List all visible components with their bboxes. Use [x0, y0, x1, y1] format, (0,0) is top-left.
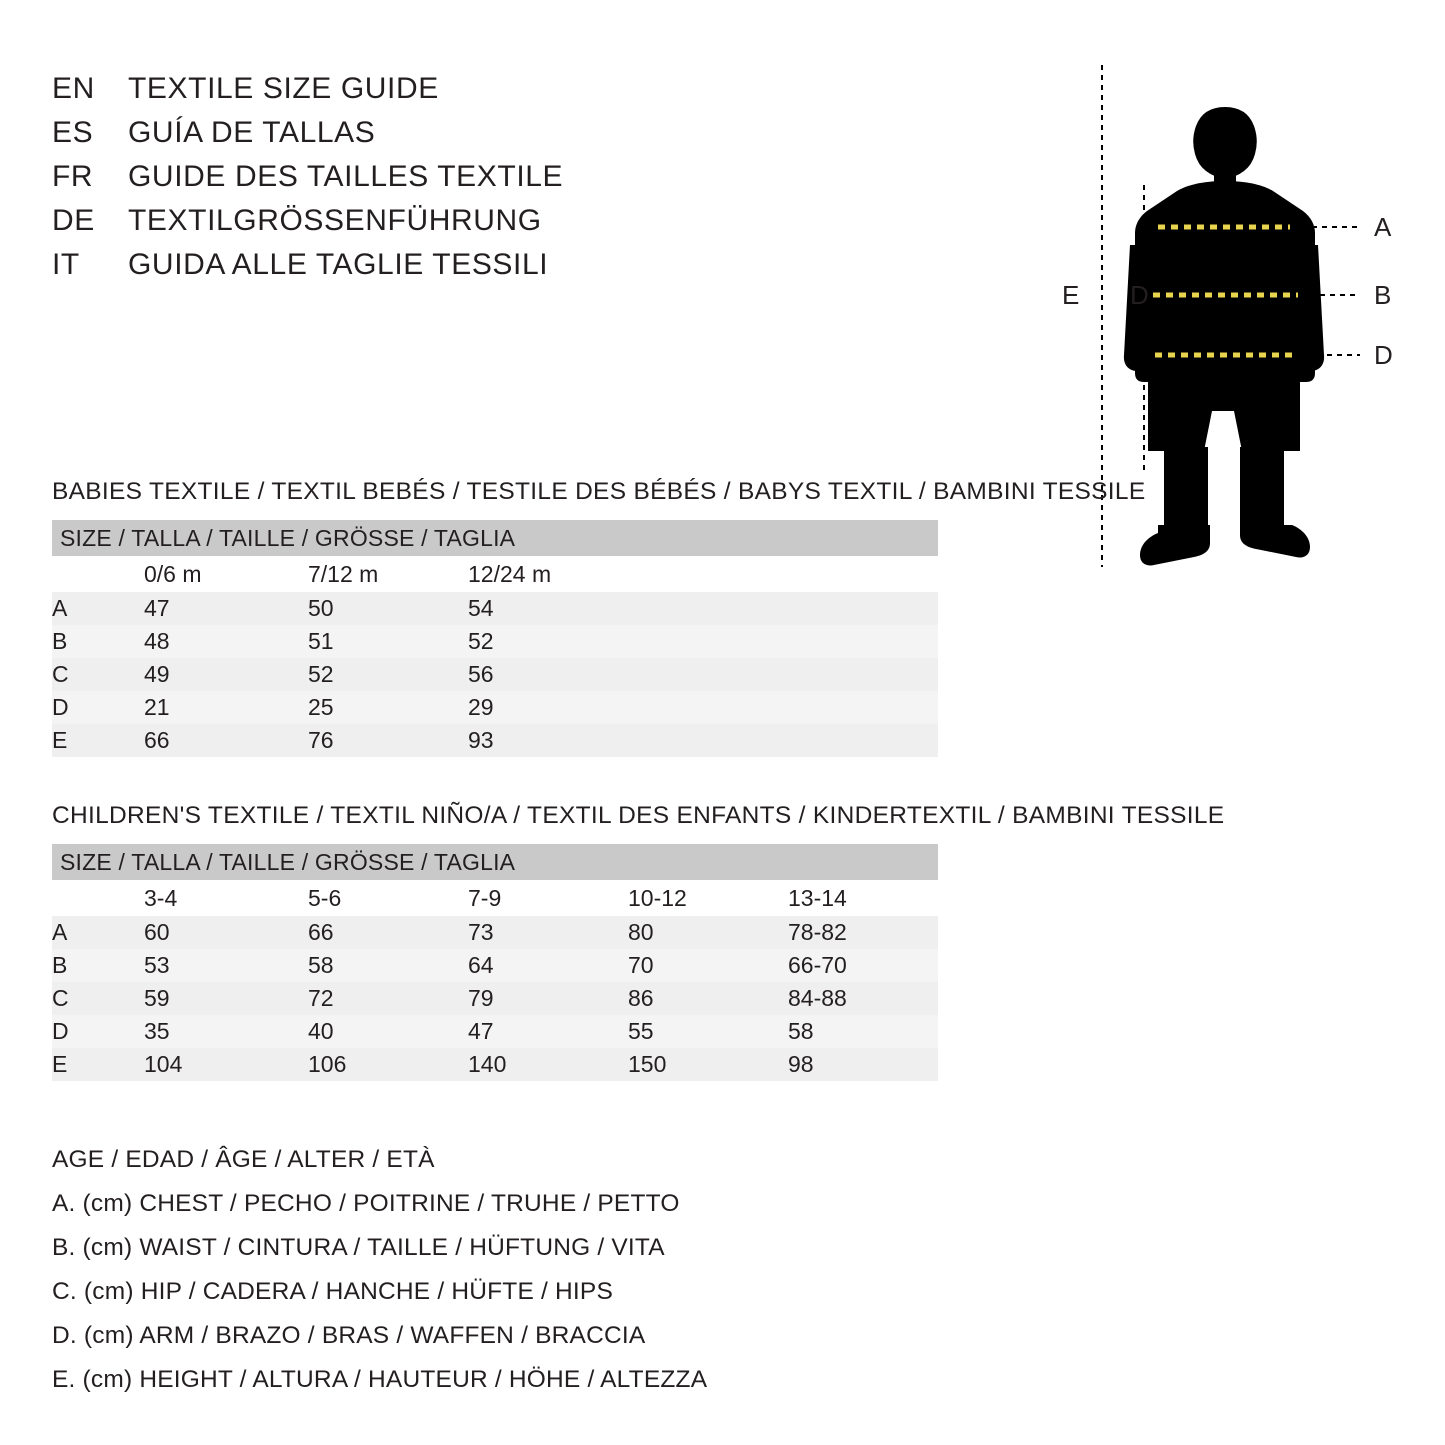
table-row	[52, 949, 938, 982]
legend-item-b: B. (cm) WAIST / CINTURA / TAILLE / HÜFTUNG / VITA	[52, 1234, 665, 1261]
table-row	[52, 1015, 938, 1048]
babies-table-header: SIZE / TALLA / TAILLE / GRÖSSE / TAGLIA	[52, 520, 938, 556]
babies-a-0: 47	[134, 592, 298, 625]
language-code-fr: FR	[52, 160, 94, 193]
children-e-0: 104	[134, 1048, 298, 1081]
children-column-3: 10-12	[618, 880, 778, 916]
babies-e-2: 93	[458, 724, 938, 757]
babies-row-label-a: A	[52, 592, 134, 625]
children-row-label-a: A	[52, 916, 134, 949]
children-c-2: 79	[458, 982, 618, 1015]
callout-label-b: B	[1374, 280, 1392, 310]
table-row	[52, 1048, 938, 1081]
children-d-2: 47	[458, 1015, 618, 1048]
children-row-label-d: D	[52, 1015, 134, 1048]
babies-column-1: 7/12 m	[298, 556, 458, 592]
children-row-label-b: B	[52, 949, 134, 982]
children-a-3: 80	[618, 916, 778, 949]
babies-column-0: 0/6 m	[134, 556, 298, 592]
children-corner-cell	[52, 880, 134, 916]
babies-d-2: 29	[458, 691, 938, 724]
language-text-fr: GUIDE DES TAILLES TEXTILE	[128, 160, 564, 193]
babies-a-1: 50	[298, 592, 458, 625]
children-e-4: 98	[778, 1048, 938, 1081]
children-a-1: 66	[298, 916, 458, 949]
children-c-3: 86	[618, 982, 778, 1015]
babies-row-label-e: E	[52, 724, 134, 757]
table-row	[52, 724, 938, 757]
babies-d-1: 25	[298, 691, 458, 724]
babies-column-row	[52, 556, 938, 592]
children-c-1: 72	[298, 982, 458, 1015]
children-c-0: 59	[134, 982, 298, 1015]
children-e-1: 106	[298, 1048, 458, 1081]
children-section	[52, 802, 1225, 1081]
babies-corner-cell	[52, 556, 134, 592]
children-table-header: SIZE / TALLA / TAILLE / GRÖSSE / TAGLIA	[52, 844, 938, 880]
legend-item-e: E. (cm) HEIGHT / ALTURA / HAUTEUR / HÖHE / ALTEZZA	[52, 1366, 708, 1393]
children-e-2: 140	[458, 1048, 618, 1081]
babies-row-label-d: D	[52, 691, 134, 724]
babies-e-1: 76	[298, 724, 458, 757]
language-text-es: GUÍA DE TALLAS	[128, 116, 376, 149]
children-column-4: 13-14	[778, 880, 938, 916]
babies-section	[52, 478, 1182, 757]
babies-size-table	[52, 520, 938, 757]
babies-c-0: 49	[134, 658, 298, 691]
measurement-legend	[52, 1138, 952, 1402]
babies-a-2: 54	[458, 592, 938, 625]
children-d-4: 58	[778, 1015, 938, 1048]
table-row	[52, 658, 938, 691]
babies-section-title: BABIES TEXTILE / TEXTIL BEBÉS / TESTILE DES BÉBÉS / BABYS TEXTIL / BAMBINI TESSILE	[52, 478, 1146, 505]
language-header-block	[52, 72, 792, 292]
babies-c-2: 56	[458, 658, 938, 691]
children-b-2: 64	[458, 949, 618, 982]
babies-c-1: 52	[298, 658, 458, 691]
babies-d-0: 21	[134, 691, 298, 724]
callout-label-e: E	[1062, 280, 1080, 310]
babies-b-2: 52	[458, 625, 938, 658]
children-d-0: 35	[134, 1015, 298, 1048]
language-row-de	[52, 204, 792, 248]
children-column-2: 7-9	[458, 880, 618, 916]
children-row-label-e: E	[52, 1048, 134, 1081]
children-a-2: 73	[458, 916, 618, 949]
table-row	[52, 916, 938, 949]
children-column-row	[52, 880, 938, 916]
babies-e-0: 66	[134, 724, 298, 757]
children-d-3: 55	[618, 1015, 778, 1048]
children-column-1: 5-6	[298, 880, 458, 916]
children-d-1: 40	[298, 1015, 458, 1048]
babies-table-header-row	[52, 520, 938, 556]
callout-label-d: D	[1130, 280, 1149, 310]
children-b-1: 58	[298, 949, 458, 982]
language-text-en: TEXTILE SIZE GUIDE	[128, 72, 439, 105]
language-row-es	[52, 116, 792, 160]
children-e-3: 150	[618, 1048, 778, 1081]
table-row	[52, 592, 938, 625]
children-size-table	[52, 844, 938, 1081]
callout-label-a: A	[1374, 212, 1392, 242]
table-row	[52, 982, 938, 1015]
language-text-de: TEXTILGRÖSSENFÜHRUNG	[128, 204, 542, 237]
table-row	[52, 691, 938, 724]
children-b-3: 70	[618, 949, 778, 982]
language-text-it: GUIDA ALLE TAGLIE TESSILI	[128, 248, 549, 281]
babies-b-0: 48	[134, 625, 298, 658]
children-a-0: 60	[134, 916, 298, 949]
children-c-4: 84-88	[778, 982, 938, 1015]
babies-column-2: 12/24 m	[458, 556, 938, 592]
table-row	[52, 625, 938, 658]
babies-row-label-c: C	[52, 658, 134, 691]
legend-item-c: C. (cm) HIP / CADERA / HANCHE / HÜFTE / HIPS	[52, 1278, 614, 1305]
legend-item-d: D. (cm) ARM / BRAZO / BRAS / WAFFEN / BRACCIA	[52, 1322, 646, 1349]
babies-row-label-b: B	[52, 625, 134, 658]
language-code-it: IT	[52, 248, 80, 281]
children-table-header-row	[52, 844, 938, 880]
children-b-4: 66-70	[778, 949, 938, 982]
language-code-es: ES	[52, 116, 94, 149]
callout-label-c: D	[1374, 340, 1393, 370]
children-b-0: 53	[134, 949, 298, 982]
legend-age-row: AGE / EDAD / ÂGE / ALTER / ETÀ	[52, 1146, 435, 1173]
language-row-en	[52, 72, 792, 116]
children-row-label-c: C	[52, 982, 134, 1015]
children-column-0: 3-4	[134, 880, 298, 916]
language-row-it	[52, 248, 792, 292]
language-row-fr	[52, 160, 792, 204]
babies-b-1: 51	[298, 625, 458, 658]
children-a-4: 78-82	[778, 916, 938, 949]
children-section-title: CHILDREN'S TEXTILE / TEXTIL NIÑO/A / TEXTIL DES ENFANTS / KINDERTEXTIL / BAMBINI TESSILE	[52, 802, 1225, 829]
legend-item-a: A. (cm) CHEST / PECHO / POITRINE / TRUHE / PETTO	[52, 1190, 680, 1217]
language-code-en: EN	[52, 72, 95, 105]
language-code-de: DE	[52, 204, 95, 237]
